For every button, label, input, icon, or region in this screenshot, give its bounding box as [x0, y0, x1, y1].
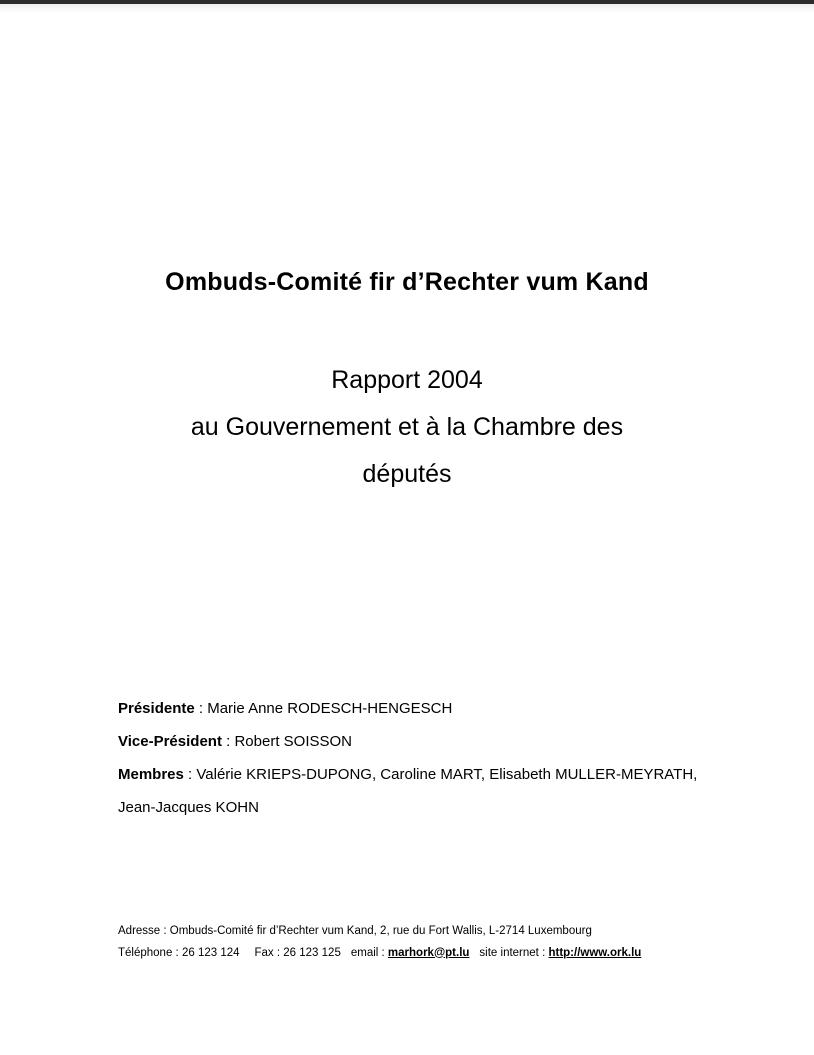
- contact-footer: [118, 921, 798, 964]
- organization-title: Ombuds-Comité fir d’Rechter vum Kand: [165, 268, 649, 296]
- email-label: email :: [350, 946, 385, 959]
- member-role: Présidente: [118, 700, 195, 717]
- contact-line: [118, 943, 798, 965]
- member-names: Marie Anne RODESCH-HENGESCH: [207, 700, 453, 717]
- fax-value: 26 123 125: [283, 946, 341, 959]
- website-link[interactable]: http://www.ork.lu: [548, 946, 642, 959]
- committee-member-row: [118, 692, 730, 725]
- report-title-line: Rapport 2004: [331, 366, 483, 394]
- website-label: site internet :: [479, 946, 546, 959]
- committee-member-row: [118, 758, 730, 824]
- report-title-line: au Gouvernement et à la Chambre des: [190, 413, 624, 441]
- role-separator: :: [194, 700, 208, 717]
- report-title-block: [0, 357, 814, 498]
- phone-label: Téléphone :: [118, 946, 179, 959]
- fax-group: [255, 947, 341, 959]
- report-title-line: députés: [362, 460, 452, 488]
- page-top-shadow: [0, 4, 814, 13]
- committee-list: [118, 692, 730, 824]
- phone-value: 26 123 124: [181, 946, 240, 959]
- role-separator: :: [183, 766, 197, 783]
- committee-member-row: [118, 725, 730, 758]
- role-separator: :: [221, 733, 235, 750]
- website-group: [479, 947, 641, 959]
- email-link[interactable]: marhork@pt.lu: [387, 946, 470, 959]
- address-line: [118, 921, 798, 943]
- fax-label: Fax :: [254, 946, 281, 959]
- address-label: Adresse :: [118, 925, 167, 937]
- address-value: Ombuds-Comité fir d’Rechter vum Kand, 2, rue du Fort Wallis, L-2714 Luxembourg: [169, 925, 592, 937]
- phone-group: [118, 947, 240, 959]
- member-role: Vice-Président: [118, 733, 222, 750]
- member-names: Robert SOISSON: [234, 733, 353, 750]
- member-role: Membres: [118, 766, 184, 783]
- member-names: Valérie KRIEPS-DUPONG, Caroline MART, Elisabeth MULLER-MEYRATH, Jean-Jacques KOHN: [118, 766, 698, 816]
- email-group: [351, 947, 470, 959]
